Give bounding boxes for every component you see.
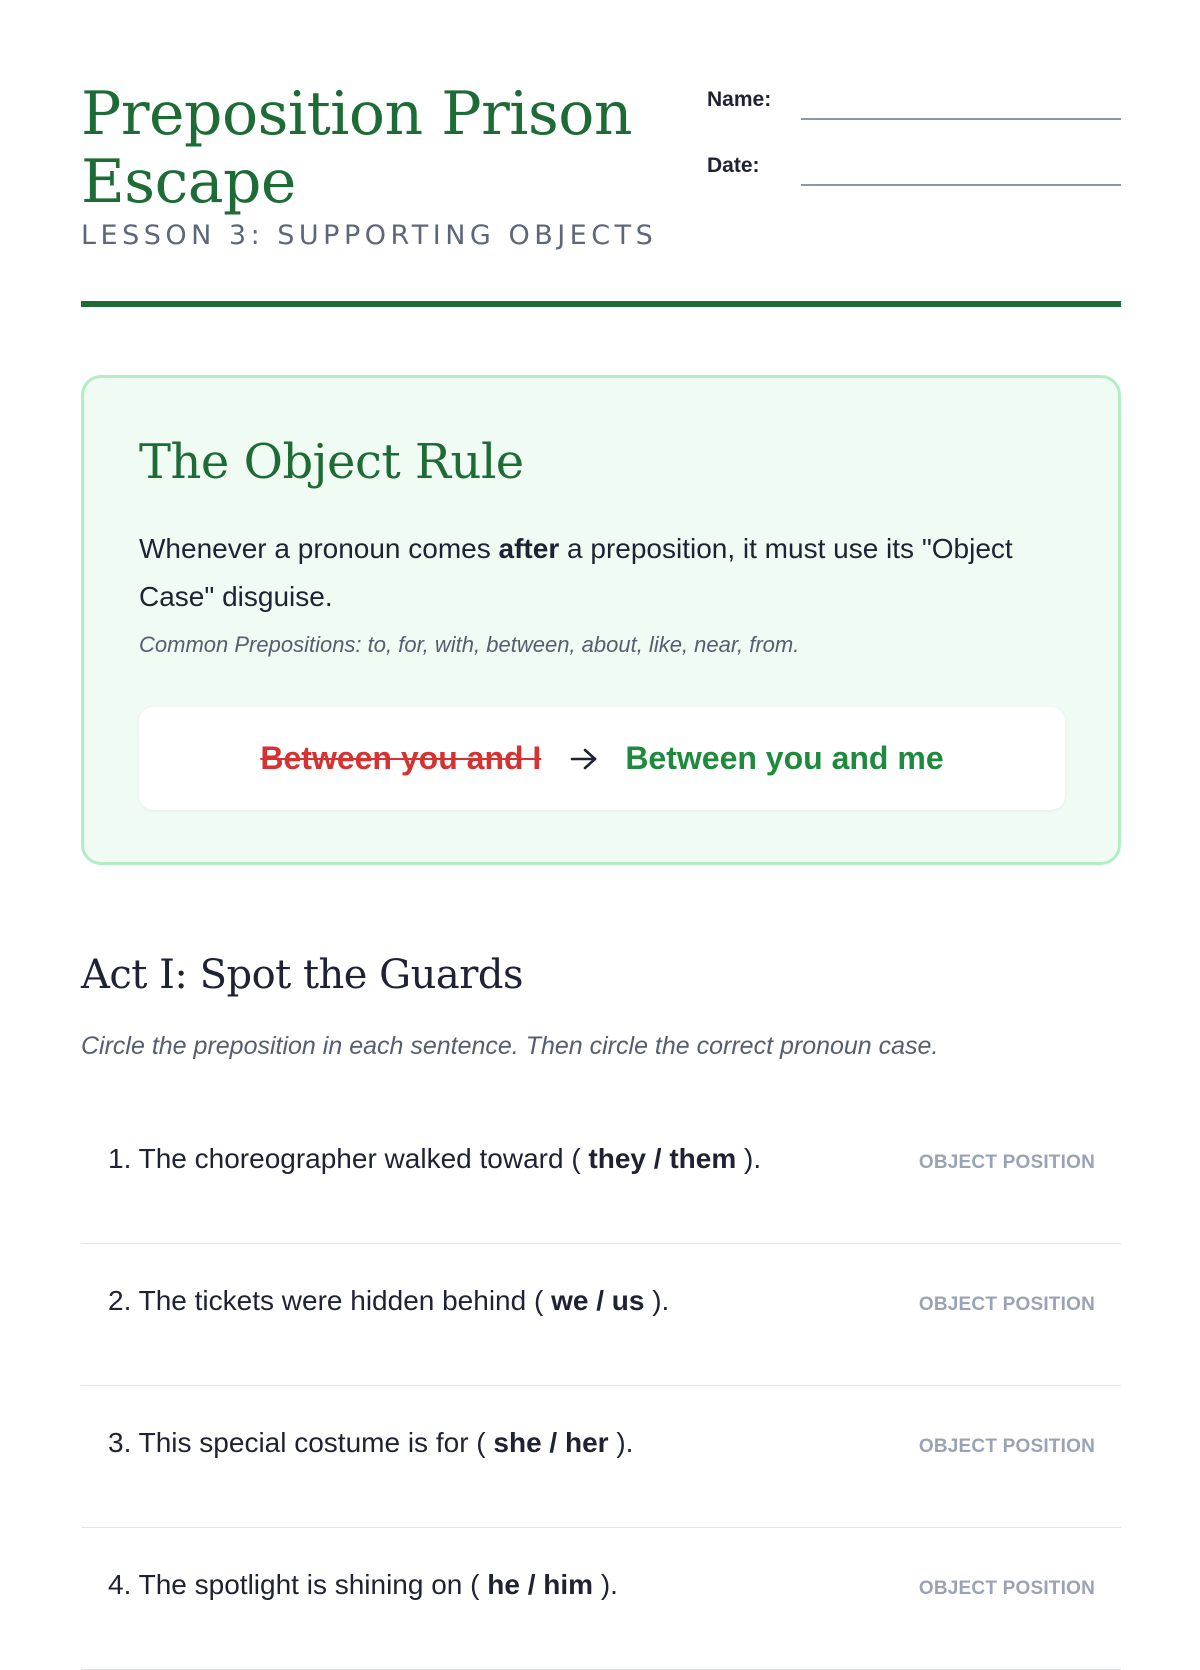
question-item: [81, 1244, 1121, 1386]
question-text: [108, 1143, 761, 1175]
question-prefix: 3. This special costume is for (: [108, 1427, 494, 1458]
question-item: [81, 1102, 1121, 1244]
question-text: [108, 1427, 633, 1459]
question-text: [108, 1285, 669, 1317]
arrow-right-icon: [569, 746, 599, 772]
question-prefix: 4. The spotlight is shining on (: [108, 1569, 488, 1600]
act1-heading: Act I: Spot the Guards: [81, 952, 523, 998]
pronoun-choice[interactable]: he / him: [487, 1569, 594, 1600]
rule-box: [81, 375, 1121, 865]
name-line[interactable]: [801, 118, 1121, 120]
position-tag: OBJECT POSITION: [918, 1152, 1095, 1173]
prepositions-note: Common Prepositions: to, for, with, between, about, like, near, from.: [139, 632, 800, 657]
question-suffix: ).: [644, 1285, 670, 1316]
date-line[interactable]: [801, 184, 1121, 186]
position-tag: OBJECT POSITION: [918, 1578, 1095, 1599]
position-tag: OBJECT POSITION: [918, 1294, 1095, 1315]
question-item: [81, 1528, 1121, 1670]
rule-text-emphasis: after: [498, 533, 560, 564]
question-suffix: ).: [736, 1143, 762, 1174]
page-subtitle: LESSON 3: SUPPORTING OBJECTS: [81, 220, 658, 251]
wrong-example: Between you and I: [260, 740, 542, 776]
question-suffix: ).: [608, 1427, 634, 1458]
correct-example: Between you and me: [625, 740, 944, 776]
question-item: [81, 1386, 1121, 1528]
rule-text-after: a preposition, it must use its "Object Case" disguise.: [139, 533, 1013, 612]
rule-text: [139, 525, 1069, 621]
pronoun-choice[interactable]: we / us: [551, 1285, 645, 1316]
name-label: Name:: [707, 88, 772, 111]
question-prefix: 1. The choreographer walked toward (: [108, 1143, 589, 1174]
question-prefix: 2. The tickets were hidden behind (: [108, 1285, 552, 1316]
page-title: Preposition Prison Escape: [81, 79, 633, 217]
name-field[interactable]: [707, 86, 1121, 126]
pronoun-choice[interactable]: she / her: [493, 1427, 609, 1458]
date-field[interactable]: [707, 152, 1121, 192]
question-suffix: ).: [593, 1569, 618, 1600]
position-tag: OBJECT POSITION: [918, 1436, 1095, 1457]
pronoun-choice[interactable]: they / them: [588, 1143, 737, 1174]
question-text: [108, 1569, 618, 1601]
worksheet-page: [81, 0, 1121, 1600]
rule-title: The Object Rule: [139, 434, 524, 490]
rule-text-before: Whenever a pronoun comes: [139, 533, 499, 564]
date-label: Date:: [707, 154, 760, 177]
example-box: [139, 707, 1065, 810]
header-divider: [81, 301, 1121, 307]
act1-instructions: Circle the preposition in each sentence. Then circle the correct pronoun case.: [81, 1032, 939, 1060]
